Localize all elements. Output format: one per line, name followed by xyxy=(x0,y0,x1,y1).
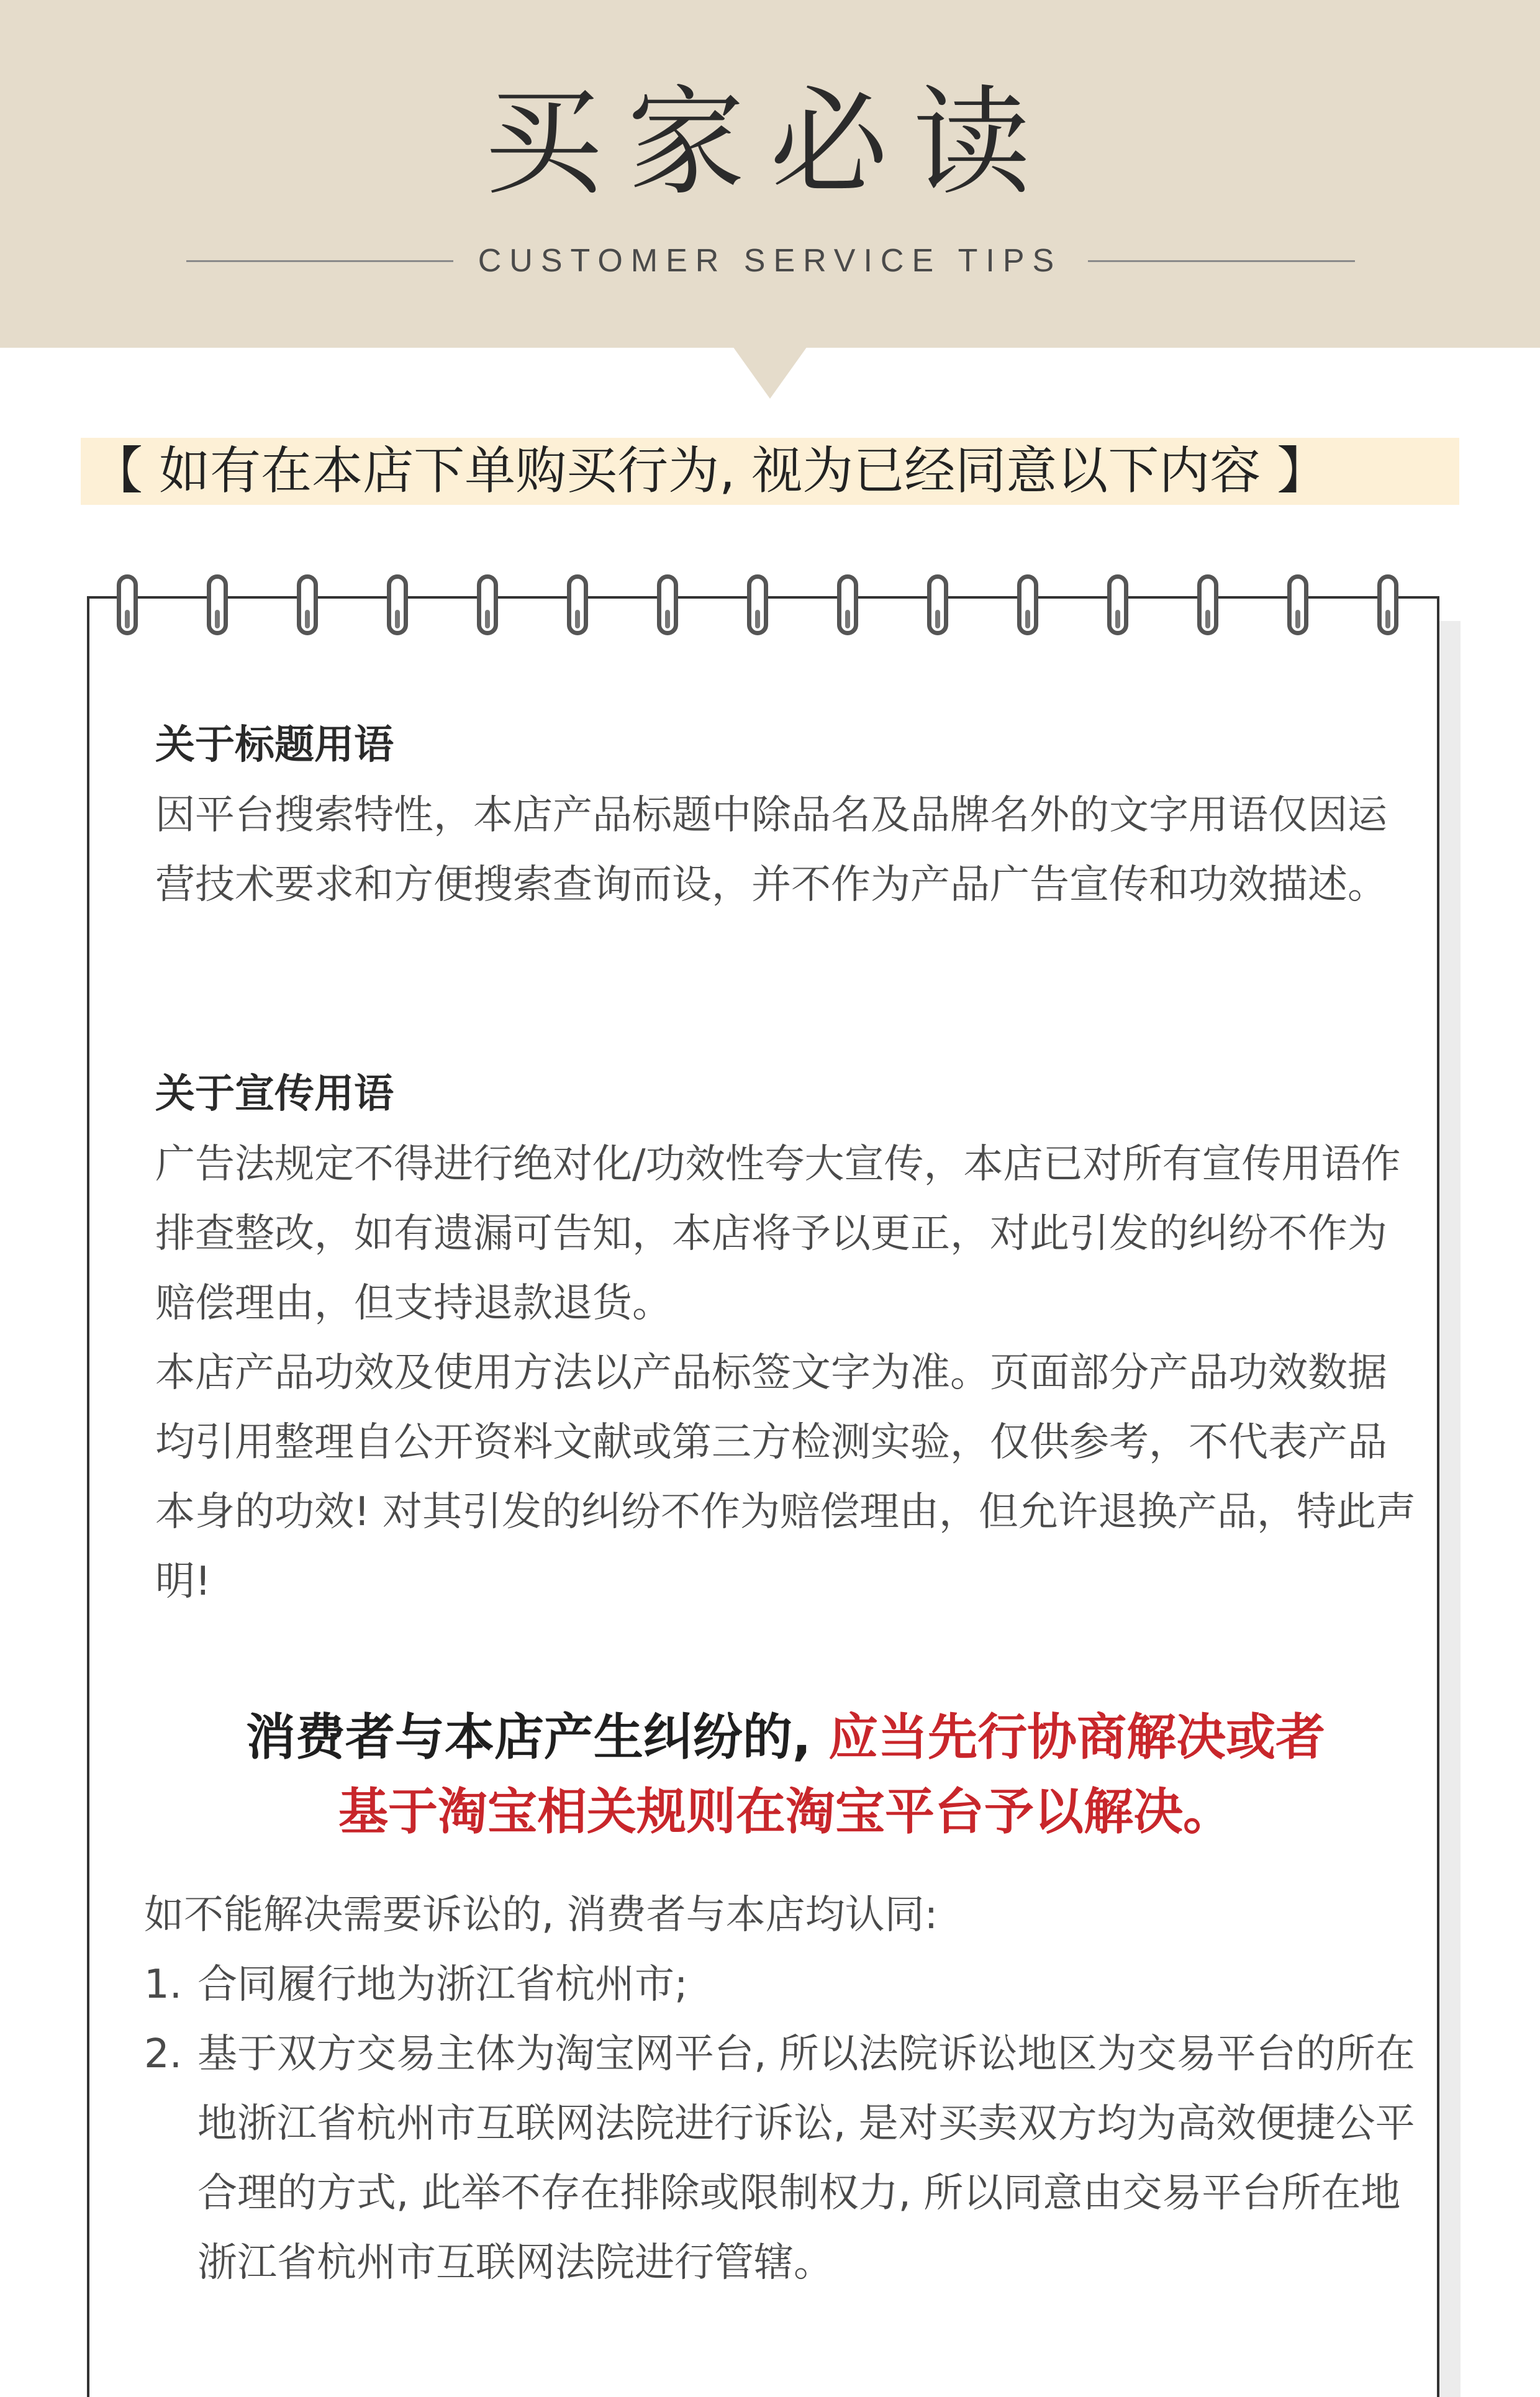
agreement-notice xyxy=(81,438,1459,505)
page-subtitle: CUSTOMER SERVICE TIPS xyxy=(478,243,1062,279)
binding-ring xyxy=(117,574,138,635)
list-item xyxy=(144,2019,1417,2298)
litigation-intro: 如不能解决需要诉讼的, 消费者与本店均认同: xyxy=(144,1892,938,1938)
page-title: 买家必读 xyxy=(484,74,1056,211)
binding-ring xyxy=(1017,574,1038,635)
list-item-number: 1. xyxy=(144,1962,183,2008)
dispute-highlight-black: 消费者与本店产生纠纷的, xyxy=(245,1708,829,1766)
dispute-highlight xyxy=(137,1700,1434,1849)
list-item xyxy=(144,1950,1417,2019)
binding-ring xyxy=(1377,574,1398,635)
agreement-notice-text: 【 如有在本店下单购买行为, 视为已经同意以下内容 】 xyxy=(92,442,1328,501)
spiral-binding xyxy=(87,574,1441,649)
list-item-number: 2. xyxy=(144,2031,183,2077)
section-title-title-terms: 关于标题用语 xyxy=(155,722,394,768)
binding-ring xyxy=(567,574,588,635)
dispute-highlight-red-1: 应当先行协商解决或者 xyxy=(828,1708,1326,1766)
binding-ring xyxy=(297,574,318,635)
binding-ring xyxy=(387,574,408,635)
binding-ring xyxy=(657,574,678,635)
binding-ring xyxy=(1107,574,1128,635)
binding-ring xyxy=(1197,574,1218,635)
section-body-title-terms: 因平台搜索特性，本店产品标题中除品名及品牌名外的文字用语仅因运营技术要求和方便搜索查询而设，并不作为产品广告宣传和功效描述。 xyxy=(155,792,1387,908)
dispute-highlight-red-2: 基于淘宝相关规则在淘宝平台予以解决。 xyxy=(338,1783,1233,1841)
list-item-text: 基于双方交易主体为淘宝网平台, 所以法院诉讼地区为交易平台的所在地浙江省杭州市互联网法院进行诉讼, 是对买卖双方均为高效便捷公平合理的方式, 此举不存在排除或限制权力, 所以同意由交易平台所在地浙江省杭州市互联网法院进行管辖。 xyxy=(197,2031,1415,2286)
header-pointer xyxy=(733,347,807,399)
binding-ring xyxy=(927,574,948,635)
section-body-product-efficacy: 本店产品功效及使用方法以产品标签文字为准。页面部分产品功效数据均引用整理自公开资料文献或第三方检测实验，仅供参考，不代表产品本身的功效! 对其引发的纠纷不作为赔偿理由，但允许退换产品，特此声明! xyxy=(155,1350,1416,1605)
subtitle-right-rule xyxy=(1088,260,1355,262)
section-body-promo-terms: 广告法规定不得进行绝对化/功效性夸大宣传，本店已对所有宣传用语作排查整改，如有遗漏可告知，本店将予以更正，对此引发的纠纷不作为赔偿理由，但支持退款退货。 xyxy=(155,1141,1401,1326)
list-item-text: 合同履行地为浙江省杭州市; xyxy=(197,1962,688,2008)
binding-ring xyxy=(477,574,498,635)
binding-ring xyxy=(1287,574,1308,635)
binding-ring xyxy=(747,574,768,635)
binding-ring xyxy=(837,574,858,635)
section-title-promo-terms: 关于宣传用语 xyxy=(155,1071,394,1117)
binding-ring xyxy=(207,574,228,635)
